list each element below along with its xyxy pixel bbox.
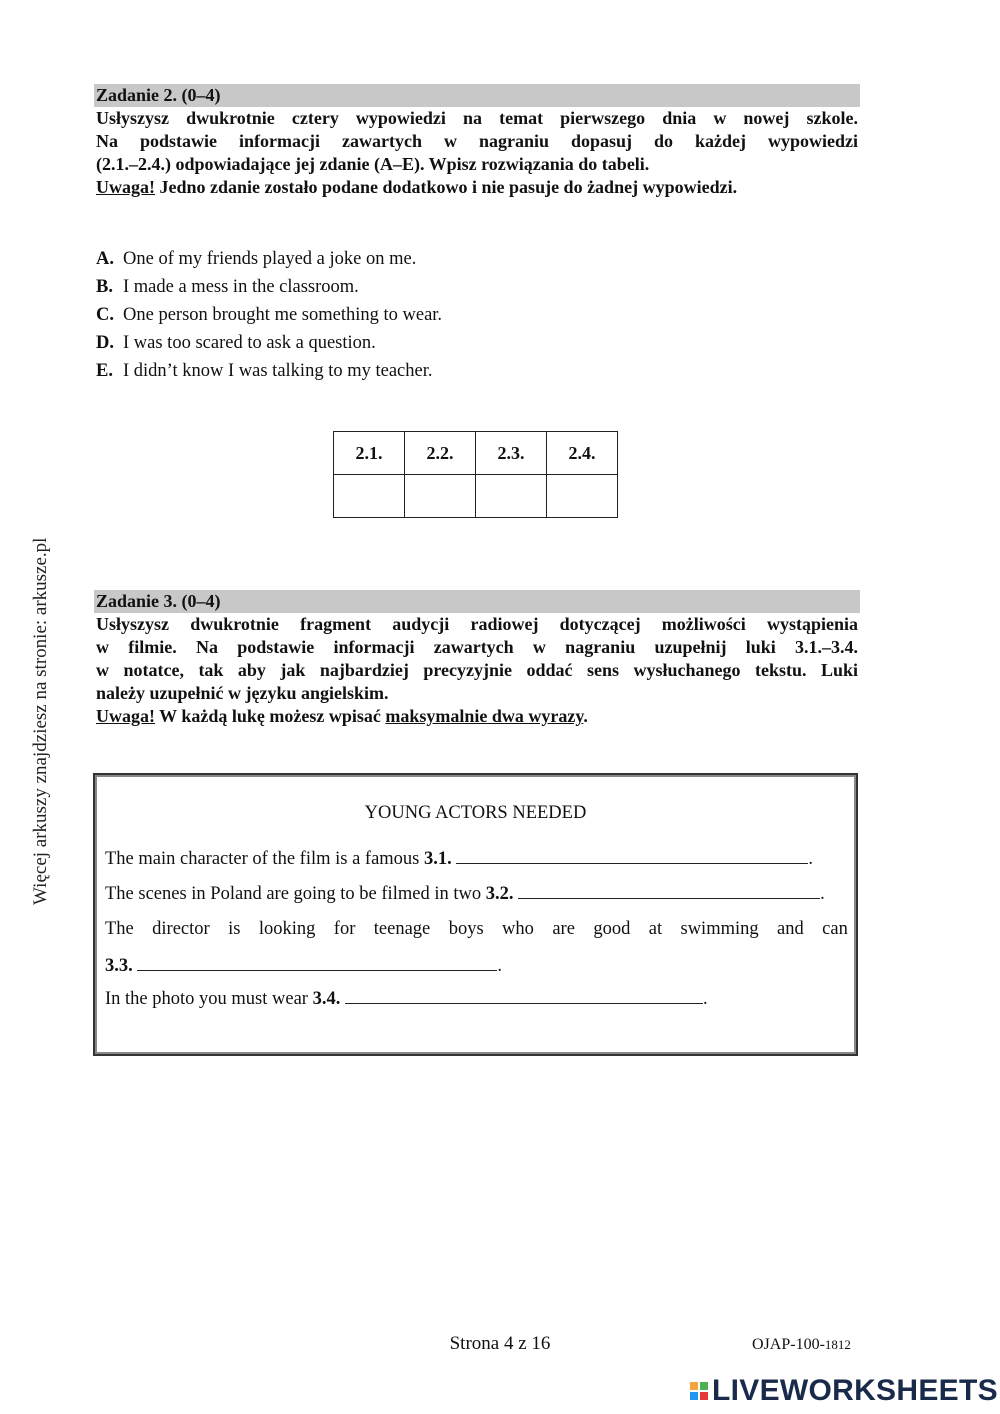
exam-code (752, 1336, 851, 1354)
logo-square (690, 1392, 698, 1400)
gap-word: swimming (680, 919, 759, 939)
answer-header-2-3: 2.3. (476, 432, 547, 475)
task2-options (96, 245, 442, 385)
gap-text: The scenes in Poland are going to be filmed in two (105, 884, 486, 904)
option-text: I made a mess in the classroom. (123, 277, 359, 297)
gap-line-3-3 (105, 956, 848, 977)
gap-end: . (820, 884, 825, 904)
gap-line-3-4 (105, 989, 848, 1010)
task3-note-text: W każdą lukę możesz wpisać (155, 706, 386, 726)
task2-instruction-line: Na podstawie informacji zawartych w nagraniu dopasuj do każdej wypowiedzi (96, 131, 858, 151)
gap-word: teenage (373, 919, 431, 939)
gap-input-3-3[interactable] (137, 956, 497, 971)
option-e (96, 357, 442, 385)
gap-end: . (702, 989, 708, 1009)
task2-header: Zadanie 2. (0–4) (94, 84, 860, 107)
gap-word: who (502, 919, 534, 939)
logo-text: LIVEWORKSHEETS (712, 1374, 998, 1407)
page-number: Strona 4 z 16 (449, 1333, 551, 1354)
task3-instruction-line: w notatce, tak aby jak najbardziej precyzyjnie oddać sens wysłuchanego tekstu. Luki (96, 660, 858, 680)
option-letter: C. (96, 305, 114, 325)
gap-input-3-4[interactable] (345, 989, 703, 1004)
gap-line-3-1 (105, 849, 848, 870)
gap-word: for (333, 919, 356, 939)
gap-number: 3.1. (424, 849, 452, 869)
logo-square (690, 1382, 698, 1390)
gap-word: director (152, 919, 210, 939)
exam-code-small: 1812 (824, 1337, 851, 1352)
task3-instruction-line: w filmie. Na podstawie informacji zawartych w nagraniu uzupełnij luki 3.1.–3.4. (96, 637, 858, 657)
gap-justified-text (105, 919, 848, 940)
gap-text: The main character of the film is a famous (105, 849, 424, 869)
gap-input-3-2[interactable] (518, 884, 820, 899)
gap-word: is (228, 919, 241, 939)
gap-end: . (808, 849, 813, 869)
gap-word: are (552, 919, 575, 939)
task3-note-end: . (583, 706, 588, 726)
gap-end: . (497, 956, 502, 976)
option-c (96, 301, 442, 329)
option-a (96, 245, 442, 273)
answer-table-input-row (334, 475, 618, 518)
gap-word: good (593, 919, 631, 939)
answer-cell-2-4[interactable] (547, 475, 618, 518)
task2-instructions (96, 107, 858, 199)
side-note: Więcej arkuszy znajdziesz na stronie: arkusze.pl (30, 537, 51, 905)
task3-note-label: Uwaga! (96, 706, 155, 726)
task3-note-underlined: maksymalnie dwa wyrazy (385, 706, 584, 726)
note-title: YOUNG ACTORS NEEDED (364, 803, 587, 823)
task2-instruction-line: Usłyszysz dwukrotnie cztery wypowiedzi na temat pierwszego dnia w nowej szkole. (96, 108, 858, 128)
option-letter: A. (96, 249, 114, 269)
gap-line-3-2 (105, 884, 848, 905)
answer-cell-2-1[interactable] (334, 475, 405, 518)
logo-square (700, 1382, 708, 1390)
logo-grid-icon (690, 1382, 708, 1400)
logo-square (700, 1392, 708, 1400)
answer-table-header-row (334, 432, 618, 475)
task2-note (96, 176, 858, 199)
exam-code-main: OJAP-100- (752, 1336, 825, 1353)
gap-word: at (648, 919, 663, 939)
option-text: I was too scared to ask a question. (123, 333, 376, 353)
answer-table (333, 431, 618, 518)
gap-word: and (777, 919, 804, 939)
task2-note-text: Jedno zdanie zostało podane dodatkowo i nie pasuje do żadnej wypowiedzi. (155, 177, 738, 197)
task3-note (96, 705, 858, 728)
task3-instruction-line: należy uzupełnić w języku angielskim. (96, 683, 389, 703)
answer-cell-2-3[interactable] (476, 475, 547, 518)
answer-cell-2-2[interactable] (405, 475, 476, 518)
gap-text: In the photo you must wear (105, 989, 313, 1009)
note-box (93, 773, 858, 1056)
liveworksheets-logo (690, 1374, 998, 1408)
gap-word: boys (448, 919, 484, 939)
gap-number: 3.4. (312, 989, 341, 1009)
option-letter: E. (96, 361, 113, 381)
task2-instruction-line: (2.1.–2.4.) odpowiadające jej zdanie (A–E). Wpisz rozwiązania do tabeli. (96, 154, 650, 174)
option-d (96, 329, 442, 357)
answer-header-2-1: 2.1. (334, 432, 405, 475)
gap-number: 3.2. (485, 884, 514, 904)
option-letter: B. (96, 277, 113, 297)
gap-word: The (105, 919, 134, 939)
gap-word: looking (258, 919, 316, 939)
task3-header: Zadanie 3. (0–4) (94, 590, 860, 613)
answer-header-2-4: 2.4. (547, 432, 618, 475)
gap-word: can (822, 919, 848, 939)
gap-line-3-3-text (105, 919, 848, 940)
option-text: One of my friends played a joke on me. (123, 249, 417, 269)
gap-number: 3.3. (105, 956, 133, 976)
task3-instruction-line: Usłyszysz dwukrotnie fragment audycji radiowej dotyczącej możliwości wystąpienia (96, 614, 858, 634)
gap-input-3-1[interactable] (456, 849, 808, 864)
task2-note-label: Uwaga! (96, 177, 155, 197)
option-text: One person brought me something to wear. (123, 305, 443, 325)
option-letter: D. (96, 333, 114, 353)
option-text: I didn’t know I was talking to my teacher. (123, 361, 433, 381)
task3-instructions (96, 613, 858, 728)
answer-header-2-2: 2.2. (405, 432, 476, 475)
option-b (96, 273, 442, 301)
